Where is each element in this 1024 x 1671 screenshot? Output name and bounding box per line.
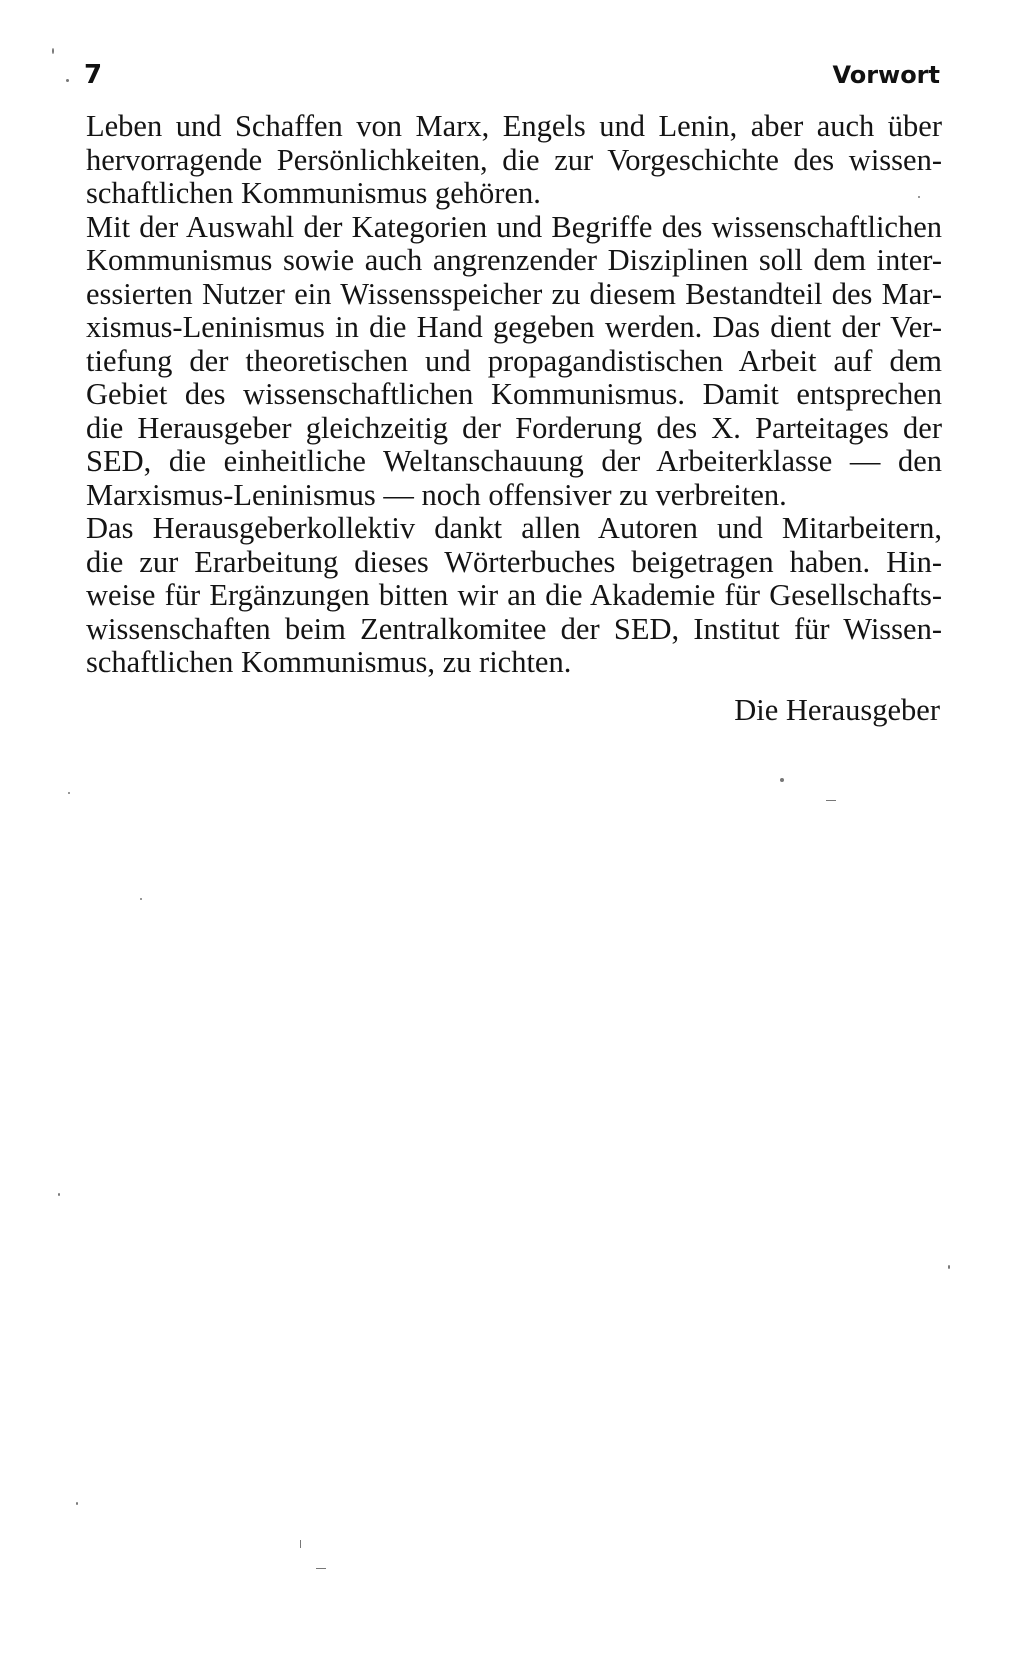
text-line: hervorragende Persönlichkeiten, die zur Vorgeschichte des wissen- <box>86 142 942 177</box>
page-header <box>82 55 940 95</box>
text-line: essierten Nutzer ein Wissensspeicher zu diesem Bestandteil des Mar- <box>86 276 942 311</box>
scan-speck <box>780 778 784 782</box>
text-line: schaftlichen Kommunismus gehören. <box>86 176 541 210</box>
text-line: Leben und Schaffen von Marx, Engels und Lenin, aber auch über <box>86 109 942 143</box>
scan-speck <box>66 79 69 82</box>
running-head-title: Vorwort <box>832 61 940 89</box>
scan-speck <box>52 48 54 54</box>
scan-speck <box>316 1568 326 1569</box>
text-line: wissenschaften beim Zentralkomitee der SED, Institut für Wissen- <box>86 611 942 646</box>
body-text <box>86 110 942 680</box>
text-line: schaftlichen Kommunismus, zu richten. <box>86 645 572 679</box>
text-line: xismus-Leninismus in die Hand gegeben werden. Das dient der Ver- <box>86 310 942 344</box>
text-line: SED, die einheitliche Weltanschauung der Arbeiterklasse — den <box>86 444 942 478</box>
scan-speck <box>948 1265 950 1269</box>
text-line: die Herausgeber gleichzeitig der Forderung des X. Parteitages der <box>86 410 942 445</box>
signature: Die Herausgeber <box>734 693 940 727</box>
scan-speck <box>826 800 836 801</box>
text-line: tiefung der theoretischen und propagandistischen Arbeit auf dem <box>86 343 942 378</box>
scan-speck <box>68 792 70 794</box>
text-line: Gebiet des wissenschaftlichen Kommunismus. Damit entsprechen <box>86 377 942 411</box>
text-line: Kommunismus sowie auch angrenzender Disziplinen soll dem inter- <box>86 243 942 277</box>
text-line: die zur Erarbeitung dieses Wörterbuches beigetragen haben. Hin- <box>86 544 942 579</box>
scan-speck <box>140 898 142 900</box>
text-line: Mit der Auswahl der Kategorien und Begriffe des wissenschaftlichen <box>86 209 942 244</box>
page-number: 7 <box>84 60 103 90</box>
scan-speck <box>76 1502 78 1505</box>
scan-speck <box>58 1193 60 1196</box>
text-line: Marxismus-Leninismus — noch offensiver zu verbreiten. <box>86 477 787 512</box>
text-line: weise für Ergänzungen bitten wir an die Akademie für Gesellschafts- <box>86 578 942 612</box>
text-line: Das Herausgeberkollektiv dankt allen Autoren und Mitarbeitern, <box>86 511 942 545</box>
scan-speck <box>918 196 920 198</box>
scan-speck <box>300 1540 301 1548</box>
